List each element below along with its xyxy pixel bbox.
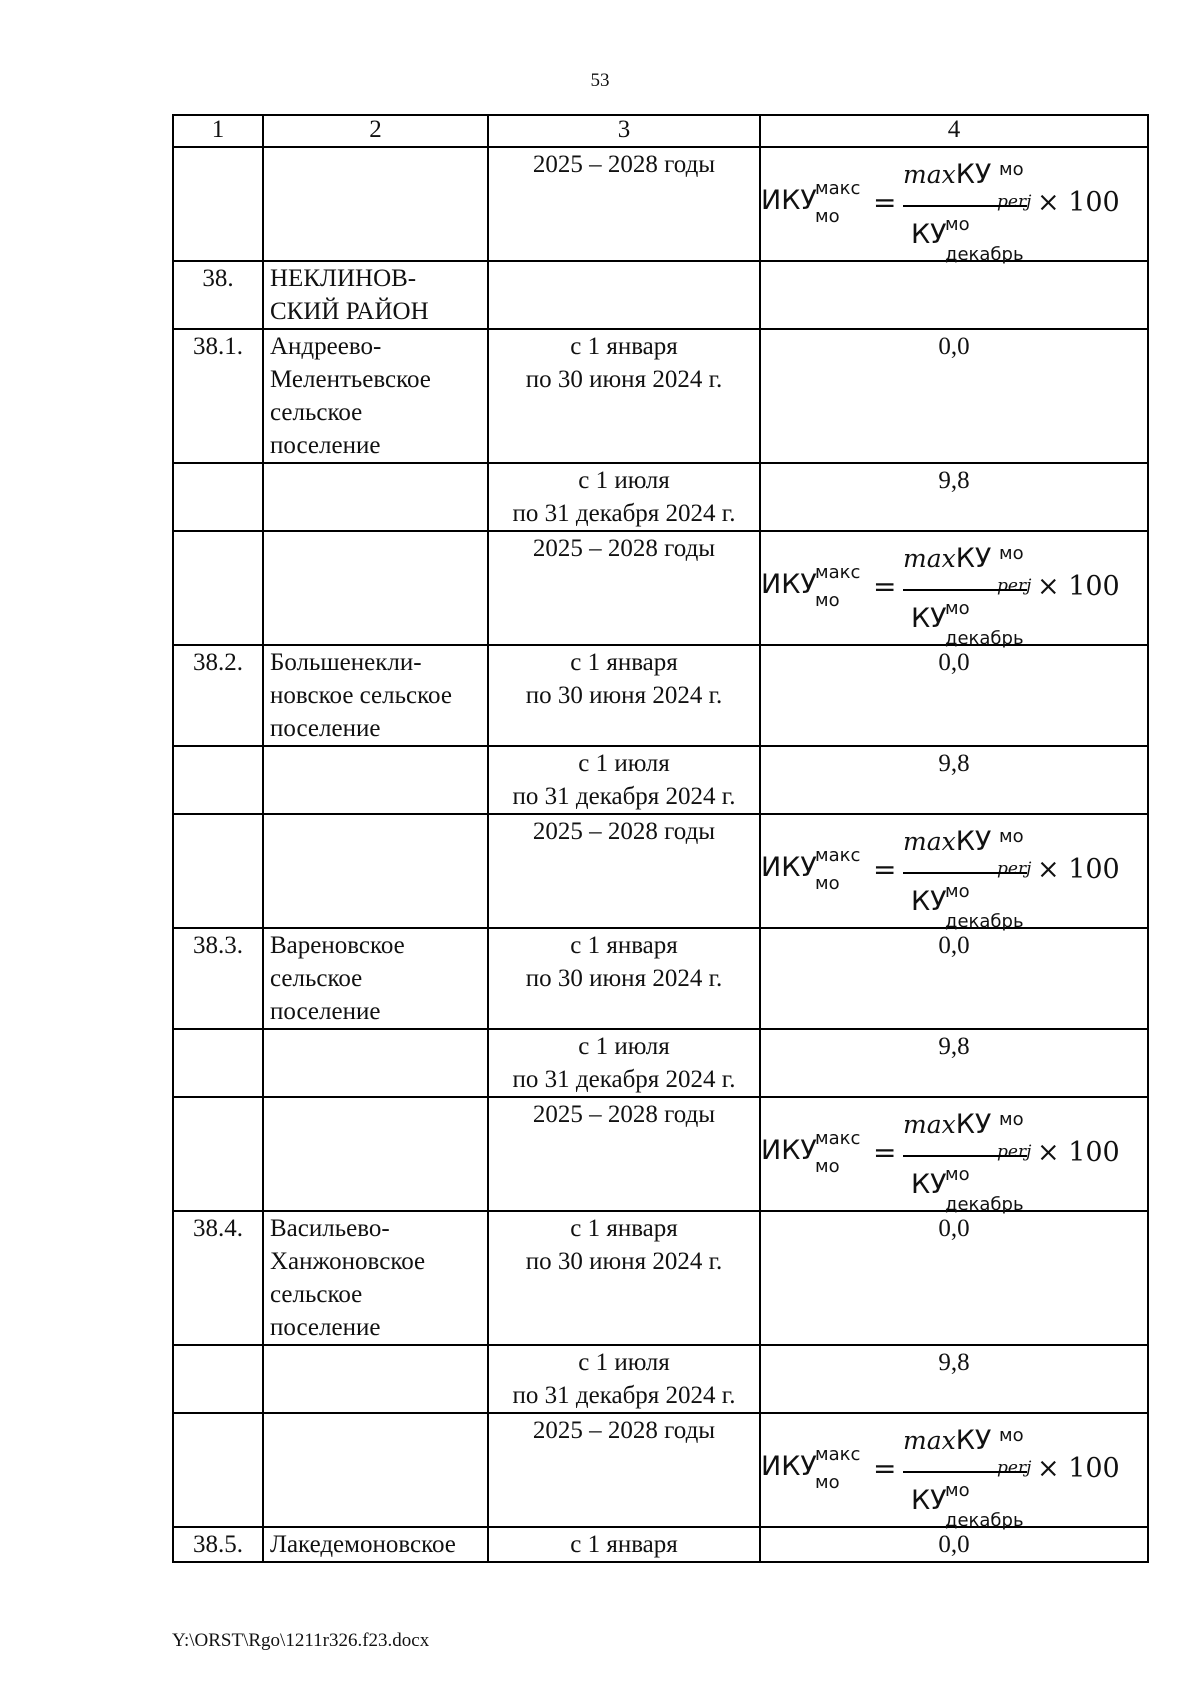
table-row <box>173 1413 1148 1527</box>
formula-numerator-symbol: КУ <box>955 543 992 574</box>
cell-text: 9,8 <box>938 1033 970 1060</box>
table-cell-col-3 <box>488 329 760 463</box>
formula-fraction <box>903 1414 1032 1531</box>
formula-main-subscript: мо <box>815 206 840 227</box>
table-cell-col-2 <box>263 814 488 928</box>
table-cell-col-2 <box>263 1029 488 1097</box>
table-cell-col-1 <box>173 1413 263 1527</box>
table-cell-col-3 <box>488 1527 760 1562</box>
index-formula <box>755 148 1153 265</box>
formula-max-text: max <box>903 1426 956 1455</box>
formula-equals-sign: = <box>873 186 897 219</box>
formula-times-100: × 100 <box>1037 187 1120 218</box>
table-cell-col-1 <box>173 463 263 531</box>
cell-text: 2025 – 2028 годы <box>532 1101 716 1128</box>
cell-text: с 1 июля по 31 декабря 2024 г. <box>512 467 736 527</box>
formula-numerator-subscript: perj <box>997 1458 1032 1478</box>
table-cell-col-4 <box>760 746 1148 814</box>
table-cell-col-2 <box>263 1097 488 1211</box>
file-path-footer: Y:\ORST\Rgo\1211r326.f23.docx <box>172 1630 430 1651</box>
table-cell-col-3 <box>488 531 760 645</box>
formula-main-symbol: ИКУ <box>761 1451 817 1482</box>
formula-main-symbol: ИКУ <box>761 185 817 216</box>
table-cell-col-4 <box>760 463 1148 531</box>
formula-fraction <box>903 1098 1032 1215</box>
cell-text: 0,0 <box>938 333 970 360</box>
cell-text: с 1 июля по 31 декабря 2024 г. <box>512 1349 736 1409</box>
cell-text: с 1 июля по 31 декабря 2024 г. <box>512 1033 736 1093</box>
table-cell-col-3 <box>488 1029 760 1097</box>
table-row <box>173 1097 1148 1211</box>
formula-main-subscript: мо <box>815 1472 840 1493</box>
table-cell-col-1 <box>173 1527 263 1562</box>
formula-main-subscript: мо <box>815 873 840 894</box>
table-cell-col-4 <box>760 1097 1148 1215</box>
table-cell-col-3 <box>488 645 760 746</box>
header-col-2: 2 <box>263 115 488 147</box>
header-col-1: 1 <box>173 115 263 147</box>
table-row <box>173 1029 1148 1097</box>
cell-text: с 1 января по 30 июня 2024 г. <box>525 1215 723 1275</box>
formula-equals-sign: = <box>873 1452 897 1485</box>
formula-times-100: × 100 <box>1037 1453 1120 1484</box>
formula-main-symbol: ИКУ <box>761 569 817 600</box>
formula-times-100: × 100 <box>1037 571 1120 602</box>
formula-equals-sign: = <box>873 570 897 603</box>
table-cell-col-1 <box>173 1211 263 1345</box>
formula-denominator-symbol: КУ <box>911 1169 947 1200</box>
formula-numerator-subscript: perj <box>997 859 1032 879</box>
cell-text: Андреево- Мелентьевское сельское поселение <box>270 333 431 459</box>
table-cell-col-4 <box>760 1211 1148 1345</box>
formula-main-superscript: макс <box>815 845 861 866</box>
table-cell-col-1 <box>173 928 263 1029</box>
table-row <box>173 645 1148 746</box>
table-row <box>173 746 1148 814</box>
formula-main-subscript: мо <box>815 1156 840 1177</box>
formula-fraction <box>903 532 1032 649</box>
cell-text: 0,0 <box>938 1215 970 1242</box>
header-col-4: 4 <box>760 115 1148 147</box>
cell-text: 9,8 <box>938 467 970 494</box>
table-cell-col-4 <box>760 814 1148 932</box>
table-cell-col-2 <box>263 1527 488 1562</box>
cell-text: с 1 июля по 31 декабря 2024 г. <box>512 750 736 810</box>
formula-numerator-symbol: КУ <box>955 826 992 857</box>
table-cell-col-3 <box>488 746 760 814</box>
formula-denominator-subscript: декабрь <box>945 911 1024 932</box>
table-row <box>173 1211 1148 1345</box>
table-cell-col-1 <box>173 746 263 814</box>
formula-fraction <box>903 815 1032 932</box>
table-cell-col-1 <box>173 261 263 329</box>
table-cell-col-3 <box>488 814 760 928</box>
formula-numerator-symbol: КУ <box>955 159 992 190</box>
formula-max-text: max <box>903 544 956 573</box>
formula-fraction-bar <box>903 205 1027 207</box>
formula-main-superscript: макс <box>815 1444 861 1465</box>
cell-text: Васильево- Ханжоновское сельское поселение <box>270 1215 426 1341</box>
table-cell-col-2 <box>263 329 488 463</box>
cell-text: 38.1. <box>193 333 243 360</box>
table-cell-col-1 <box>173 814 263 928</box>
table-cell-col-4 <box>760 1029 1148 1097</box>
table-row <box>173 928 1148 1029</box>
formula-numerator <box>903 158 991 192</box>
formula-denominator-symbol: КУ <box>911 1485 947 1516</box>
table-row <box>173 329 1148 463</box>
cell-text: 2025 – 2028 годы <box>532 151 716 178</box>
header-row <box>173 115 1148 147</box>
formula-main-symbol: ИКУ <box>761 852 817 883</box>
table-row <box>173 147 1148 261</box>
formula-denominator-superscript: мо <box>945 598 970 619</box>
formula-equals-sign: = <box>873 1136 897 1169</box>
formula-denominator-subscript: декабрь <box>945 244 1024 265</box>
table-cell-col-2 <box>263 463 488 531</box>
formula-denominator-symbol: КУ <box>911 886 947 917</box>
formula-numerator-superscript: мо <box>999 159 1024 180</box>
table-cell-col-2 <box>263 1345 488 1413</box>
formula-numerator-superscript: мо <box>999 1109 1024 1130</box>
formula-max-text: max <box>903 827 956 856</box>
table-cell-col-1 <box>173 1097 263 1211</box>
formula-denominator-superscript: мо <box>945 1164 970 1185</box>
table-row <box>173 261 1148 329</box>
formula-numerator-symbol: КУ <box>955 1109 992 1140</box>
page-number: 53 <box>590 70 610 91</box>
formula-denominator-symbol: КУ <box>911 219 947 250</box>
table-cell-col-1 <box>173 531 263 645</box>
formula-numerator <box>903 1108 991 1142</box>
table-cell-col-3 <box>488 1345 760 1413</box>
cell-text: 38.3. <box>193 932 243 959</box>
table-cell-col-4 <box>760 261 1148 329</box>
formula-fraction-bar <box>903 589 1027 591</box>
table-cell-col-4 <box>760 928 1148 1029</box>
formula-max-text: max <box>903 160 956 189</box>
index-formula <box>755 1098 1153 1215</box>
formula-numerator-subscript: perj <box>997 576 1032 596</box>
formula-main-superscript: макс <box>815 178 861 199</box>
cell-text: 38.5. <box>193 1531 243 1558</box>
formula-numerator <box>903 825 991 859</box>
formula-fraction-bar <box>903 872 1027 874</box>
formula-main-symbol: ИКУ <box>761 1135 817 1166</box>
formula-max-text: max <box>903 1110 956 1139</box>
tariff-table <box>172 114 1149 1563</box>
table-cell-col-1 <box>173 329 263 463</box>
table-cell-col-1 <box>173 147 263 261</box>
cell-text: 0,0 <box>938 1531 970 1558</box>
table-cell-col-3 <box>488 463 760 531</box>
cell-text: Лакедемоновское <box>270 1531 456 1558</box>
formula-numerator-superscript: мо <box>999 826 1024 847</box>
table-cell-col-2 <box>263 531 488 645</box>
cell-text: НЕКЛИНОВ- СКИЙ РАЙОН <box>270 265 429 325</box>
index-formula <box>755 1414 1153 1531</box>
table-cell-col-2 <box>263 147 488 261</box>
table-cell-col-4 <box>760 1413 1148 1531</box>
formula-times-100: × 100 <box>1037 1137 1120 1168</box>
table-cell-col-3 <box>488 1097 760 1211</box>
formula-denominator-superscript: мо <box>945 214 970 235</box>
formula-main-subscript: мо <box>815 590 840 611</box>
table-cell-col-3 <box>488 1211 760 1345</box>
table-cell-col-1 <box>173 645 263 746</box>
table-cell-col-3 <box>488 928 760 1029</box>
formula-denominator-subscript: декабрь <box>945 1194 1024 1215</box>
formula-numerator <box>903 542 991 576</box>
table-cell-col-4 <box>760 1345 1148 1413</box>
formula-numerator-subscript: perj <box>997 192 1032 212</box>
cell-text: 2025 – 2028 годы <box>532 1417 716 1444</box>
formula-numerator-superscript: мо <box>999 543 1024 564</box>
table-cell-col-2 <box>263 746 488 814</box>
formula-denominator-symbol: КУ <box>911 603 947 634</box>
cell-text: 9,8 <box>938 1349 970 1376</box>
table-cell-col-4 <box>760 147 1148 265</box>
cell-text: 2025 – 2028 годы <box>532 818 716 845</box>
formula-denominator-subscript: декабрь <box>945 628 1024 649</box>
cell-text: с 1 января по 30 июня 2024 г. <box>525 649 723 709</box>
cell-text: 0,0 <box>938 649 970 676</box>
cell-text: 38.4. <box>193 1215 243 1242</box>
header-col-3: 3 <box>488 115 760 147</box>
cell-text: с 1 января <box>570 1531 678 1558</box>
table-cell-col-1 <box>173 1029 263 1097</box>
table-cell-col-2 <box>263 1413 488 1527</box>
cell-text: 9,8 <box>938 750 970 777</box>
cell-text: с 1 января по 30 июня 2024 г. <box>525 932 723 992</box>
table-row <box>173 463 1148 531</box>
table-cell-col-4 <box>760 531 1148 649</box>
table-row <box>173 1345 1148 1413</box>
cell-text: Вареновское сельское поселение <box>270 932 405 1025</box>
table-row <box>173 814 1148 928</box>
formula-numerator-subscript: perj <box>997 1142 1032 1162</box>
cell-text: 38.2. <box>193 649 243 676</box>
formula-equals-sign: = <box>873 853 897 886</box>
cell-text: 0,0 <box>938 932 970 959</box>
cell-text: 38. <box>202 265 234 292</box>
cell-text: с 1 января по 30 июня 2024 г. <box>525 333 723 393</box>
formula-fraction-bar <box>903 1471 1027 1473</box>
table-cell-col-2 <box>263 928 488 1029</box>
formula-fraction <box>903 148 1032 265</box>
formula-times-100: × 100 <box>1037 854 1120 885</box>
formula-numerator-symbol: КУ <box>955 1425 992 1456</box>
cell-text: Большенекли- новское сельское поселение <box>270 649 452 742</box>
formula-denominator-superscript: мо <box>945 881 970 902</box>
table-cell-col-3 <box>488 1413 760 1527</box>
table-cell-col-4 <box>760 645 1148 746</box>
table-cell-col-3 <box>488 261 760 329</box>
table-cell-col-2 <box>263 261 488 329</box>
cell-text: 2025 – 2028 годы <box>532 535 716 562</box>
table-cell-col-2 <box>263 645 488 746</box>
index-formula <box>755 532 1153 649</box>
index-formula <box>755 815 1153 932</box>
table-cell-col-4 <box>760 329 1148 463</box>
table-cell-col-1 <box>173 1345 263 1413</box>
formula-numerator-superscript: мо <box>999 1425 1024 1446</box>
formula-denominator-superscript: мо <box>945 1480 970 1501</box>
table-row <box>173 531 1148 645</box>
formula-main-superscript: макс <box>815 1128 861 1149</box>
formula-numerator <box>903 1424 991 1458</box>
table-cell-col-2 <box>263 1211 488 1345</box>
formula-denominator-subscript: декабрь <box>945 1510 1024 1531</box>
formula-main-superscript: макс <box>815 562 861 583</box>
table-cell-col-3 <box>488 147 760 261</box>
formula-fraction-bar <box>903 1155 1027 1157</box>
